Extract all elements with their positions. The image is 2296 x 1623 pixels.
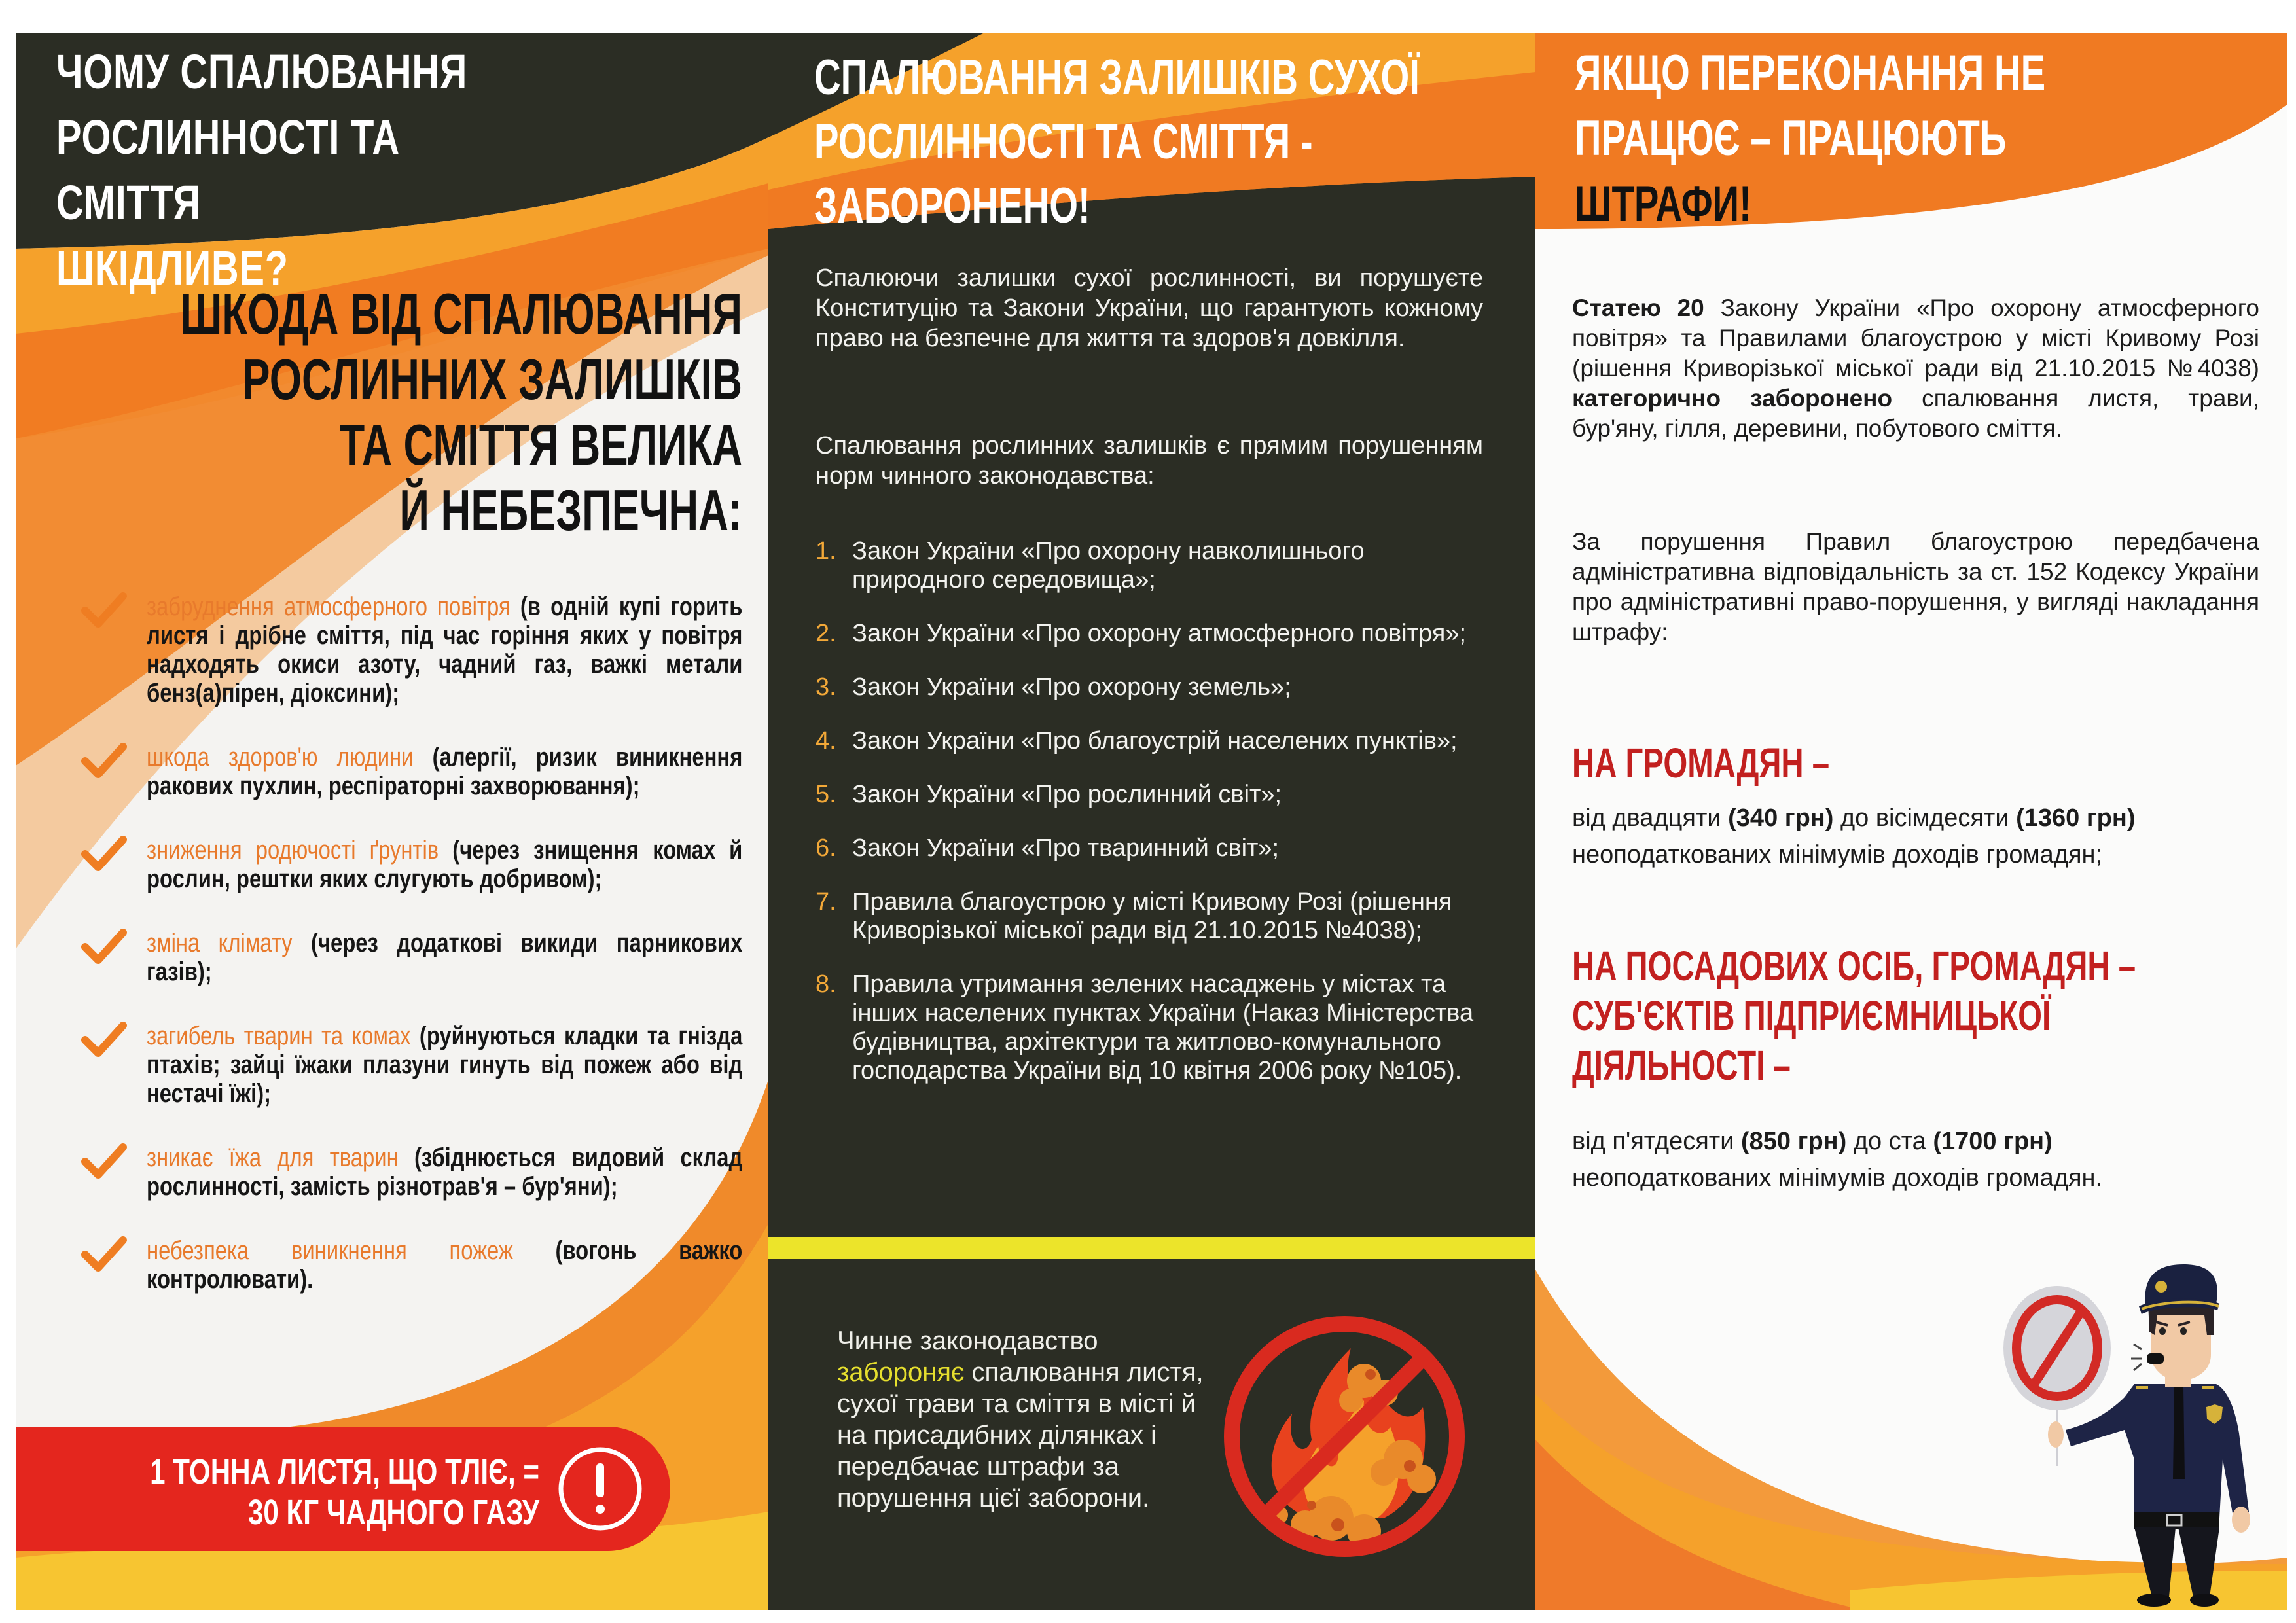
article-text: Закону України «Про охорону атмосферного повітря» та Правилами благоустрою у місті Кривому Розі (рішення Криворізької міської ради від 21.10.2015 №4038): [1572, 294, 2260, 382]
ban-title: [814, 46, 1444, 238]
harm-item: [81, 1022, 742, 1108]
harm-detail: (через додаткові викиди парникових газів);: [147, 929, 743, 986]
fine-to-word: до ста: [1853, 1128, 1926, 1155]
law-number: 1.: [816, 537, 836, 565]
harm-item: [81, 1143, 742, 1201]
harm-item: [81, 929, 742, 986]
checkmark-icon: [81, 592, 127, 629]
fine-heading-line: СУБ'ЄКТІВ ПІДПРИЄМНИЦЬКОЇ: [1572, 992, 2051, 1039]
law-list: [816, 537, 1490, 1110]
fine-to-word: до вісімдесяти: [1840, 804, 2009, 832]
law-text: Закон України «Про охорону атмосферного повітря»;: [852, 620, 1467, 647]
fines-title-emphasis: ШТРАФИ!: [1575, 176, 1751, 232]
fine-from-amount: (340 грн): [1728, 804, 1834, 832]
checkmark-icon: [81, 1236, 127, 1273]
law-item: [816, 726, 1490, 755]
harm-highlight: забруднення атмосферного повітря: [147, 592, 511, 621]
law-item: [816, 673, 1490, 702]
fine-to-amount: (1700 грн): [1933, 1128, 2053, 1155]
ban-notice-text: спалювання листя, сухої трави та сміття в місті й на присадибних ділянках і передбачає штрафи за порушення цієї заборони.: [837, 1358, 1204, 1512]
fine-officials-heading: [1572, 941, 2202, 1090]
ban-title-line: РОСЛИННОСТІ ТА СМІТТЯ -: [814, 114, 1313, 169]
ban-title-line: ЗАБОРОНЕНО!: [814, 178, 1090, 234]
checkmark-icon: [81, 929, 127, 965]
harm-item: [81, 836, 742, 893]
law-item: [816, 537, 1490, 594]
article-20-paragraph: [1572, 293, 2259, 444]
harm-heading-line: РОСЛИННИХ ЗАЛИШКІВ: [242, 347, 742, 412]
law-number: 7.: [816, 888, 836, 916]
law-number: 8.: [816, 971, 836, 998]
left-title-line: ЧОМУ СПАЛЮВАННЯ: [56, 45, 468, 99]
law-text: Закон України «Про охорону земель»;: [852, 673, 1291, 701]
harm-item: [81, 592, 742, 707]
ban-notice: [837, 1325, 1204, 1514]
harm-highlight: шкода здоров'ю людини: [147, 743, 414, 772]
fine-from-word: від двадцяти: [1572, 804, 1721, 832]
carbon-banner-text: [80, 1452, 539, 1533]
harm-detail: (збіднюється видовий склад рослинності, замість різнотрав'я – бур'яни);: [147, 1143, 743, 1201]
fines-title-line: ЯКЩО ПЕРЕКОНАННЯ НЕ: [1575, 45, 2046, 101]
harm-highlight: небезпека виникнення пожеж: [147, 1236, 513, 1265]
harm-heading-line: ШКОДА ВІД СПАЛЮВАННЯ: [180, 281, 742, 346]
fine-to-amount: (1360 грн): [2016, 804, 2136, 832]
law-text: Правила утримання зелених насаджень у містах та інших населених пунктах України (Наказ Міністерства будівництва, архітектури та житлово-комунального господарства України від 10 квітня 2006 року №105).: [852, 971, 1474, 1084]
harm-detail: (через знищення комах й рослин, рештки яких слугують добривом);: [147, 836, 743, 893]
harm-heading-line: ТА СМІТТЯ ВЕЛИКА: [339, 412, 742, 477]
law-number: 6.: [816, 834, 836, 862]
ban-title-line: СПАЛЮВАННЯ ЗАЛИШКІВ СУХОЇ: [814, 50, 1420, 105]
harm-detail: (руйнуються кладки та гнізда птахів; зайці їжаки плазуни гинуть від пожеж або від нестачі їжі);: [147, 1022, 743, 1108]
carbon-banner-line: 1 ТОННА ЛИСТЯ, ЩО ТЛІЄ, =: [150, 1452, 539, 1491]
no-fire-icon: [1213, 1309, 1475, 1564]
law-text: Закон України «Про рослинний світ»;: [852, 781, 1282, 808]
fine-heading-line: ДІЯЛЬНОСТІ –: [1572, 1042, 1791, 1089]
middle-panel: [768, 33, 1535, 1610]
article-bold-prohibited: категорично заборонено: [1572, 385, 1893, 412]
law-number: 4.: [816, 727, 836, 755]
fine-tail: неоподаткованих мінімумів доходів громадян.: [1572, 1164, 2103, 1192]
harm-highlight: зникає їжа для тварин: [147, 1143, 399, 1172]
carbon-banner-line: 30 КГ ЧАДНОГО ГАЗУ: [247, 1493, 539, 1532]
law-item: [816, 619, 1490, 648]
fines-title: [1575, 41, 2156, 237]
violation-lead-paragraph: Спалювання рослинних залишків є прямим порушенням норм чинного законодавства:: [816, 432, 1483, 490]
article-text: спалювання листя, трави, бур'яну, гілля, деревини, побутового сміття.: [1572, 385, 2259, 442]
left-title-line: ШКІДЛИВЕ?: [56, 241, 289, 295]
left-panel: [16, 33, 768, 1610]
harm-highlight: загибель тварин та комах: [147, 1022, 411, 1050]
law-text: Правила благоустрою у місті Кривому Розі (рішення Криворізької міської ради від 21.10.2015 №4038);: [852, 888, 1452, 944]
harm-detail: (вогонь важко контролювати).: [147, 1236, 743, 1294]
constitution-paragraph: Спалюючи залишки сухої рослинності, ви порушуєте Конституцію та Закони України, що гарантують кожному право на безпечне для життя та здоров'я довкілля.: [816, 264, 1483, 352]
ban-notice-highlight: забороняє: [837, 1358, 965, 1387]
law-item: [816, 970, 1490, 1085]
law-text: Закон України «Про охорону навколишнього природного середовища»;: [852, 537, 1365, 594]
fine-from-amount: (850 грн): [1741, 1128, 1847, 1155]
ban-notice-text: Чинне законодавство: [837, 1327, 1098, 1355]
law-item: [816, 887, 1490, 945]
right-panel: [1535, 33, 2287, 1610]
law-number: 2.: [816, 620, 836, 647]
law-text: Закон України «Про тваринний світ»;: [852, 834, 1280, 862]
fine-citizens-heading: [1572, 738, 2202, 788]
article-bold-start: Статею 20: [1572, 294, 1704, 321]
left-title-line: РОСЛИННОСТІ ТА СМІТТЯ: [56, 110, 400, 230]
checkmark-icon: [81, 1143, 127, 1180]
carbon-monoxide-banner: [16, 1427, 670, 1551]
fine-heading-line: НА ПОСАДОВИХ ОСІБ, ГРОМАДЯН –: [1572, 942, 2136, 990]
law-number: 5.: [816, 781, 836, 808]
exclamation-circle-icon: [556, 1445, 644, 1533]
law-text: Закон України «Про благоустрій населених пунктів»;: [852, 727, 1458, 755]
admin-liability-paragraph: За порушення Правил благоустрою передбачена адміністративна відповідальність за ст. 152 Кодексу України про адміністративні право-порушення, у вигляді накладання штрафу:: [1572, 528, 2259, 645]
harm-heading: [130, 281, 742, 543]
fine-from-word: від п'ятдесяти: [1572, 1128, 1734, 1155]
harm-highlight: зміна клімату: [147, 929, 293, 957]
police-officer-illustration: [1994, 1263, 2282, 1610]
harm-detail: (в одній купі горить листя і дрібне сміття, під час горіння яких у повітря надходять окиси азоту, чадний газ, важкі метали бенз(а)пірен, діоксини);: [147, 592, 743, 707]
harm-highlight: зниження родючості ґрунтів: [147, 836, 439, 865]
yellow-divider: [768, 1237, 1535, 1259]
checkmark-icon: [81, 836, 127, 872]
harm-item: [81, 1236, 742, 1294]
law-item: [816, 834, 1490, 863]
fine-heading-line: НА ГРОМАДЯН –: [1572, 740, 1830, 787]
fine-tail: неоподаткованих мінімумів доходів громадян;: [1572, 841, 2103, 868]
checkmark-icon: [81, 1022, 127, 1058]
checkmark-icon: [81, 743, 127, 779]
harm-list: [81, 592, 742, 1329]
harm-detail: (алергії, ризик виникнення ракових пухлин, респіраторні захворювання);: [147, 743, 743, 800]
fines-title-line: ПРАЦЮЄ – ПРАЦЮЮТЬ: [1575, 111, 2007, 166]
law-item: [816, 780, 1490, 809]
harm-item: [81, 743, 742, 800]
left-title: [56, 39, 516, 301]
law-number: 3.: [816, 673, 836, 701]
fine-officials-text: [1572, 1123, 2272, 1196]
harm-heading-line: Й НЕБЕЗПЕЧНА:: [399, 478, 742, 543]
fine-citizens-text: [1572, 800, 2272, 873]
